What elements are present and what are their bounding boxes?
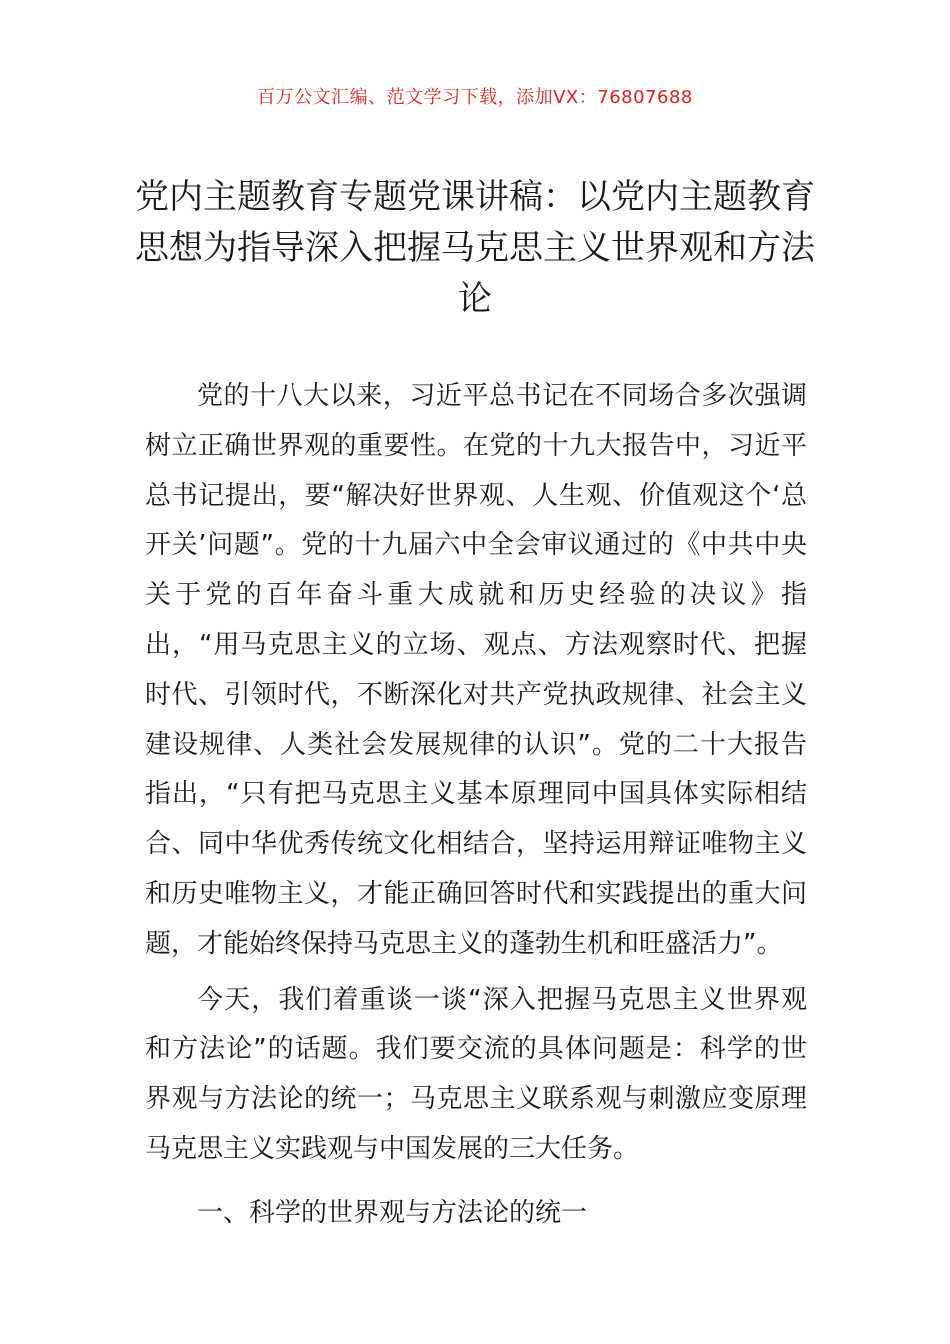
body-paragraph-1: 党的十八大以来，习近平总书记在不同场合多次强调树立正确世界观的重要性。在党的十九大报告中，习近平总书记提出，要“解决好世界观、人生观、价值观这个‘总开关’问题”。党的十九届六中全会审议通过的《中共中央关于党的百年奋斗重大成就和历史经验的决议》指出，“用马克思主义的立场、观点、方法观察时代、把握时代、引领时代，不断深化对共产党执政规律、社会主义建设规律、人类社会发展规律的认识”。党的二十大报告指出，“只有把马克思主义基本原理同中国具体实际相结合、同中华优秀传统文化相结合，坚持运用辩证唯物主义和历史唯物主义，才能正确回答时代和实践提出的重大问题，才能始终保持马克思主义的蓬勃生机和旺盛活力”。 bbox=[145, 381, 807, 959]
section-heading: 一、科学的世界观与方法论的统一 bbox=[197, 1197, 588, 1228]
header-note: 百万公文汇编、范文学习下载，添加VX：76807688 bbox=[257, 87, 693, 108]
body-paragraph-2: 今天，我们着重谈一谈“深入把握马克思主义世界观和方法论”的话题。我们要交流的具体问题是：科学的世界观与方法论的统一；马克思主义联系观与刺激应变原理马克思主义实践观与中国发展的三大任务。 bbox=[145, 984, 807, 1164]
document-body bbox=[145, 372, 807, 1239]
document-title: 党内主题教育专题党课讲稿：以党内主题教育思想为指导深入把握马克思主义世界观和方法论 bbox=[135, 177, 815, 319]
